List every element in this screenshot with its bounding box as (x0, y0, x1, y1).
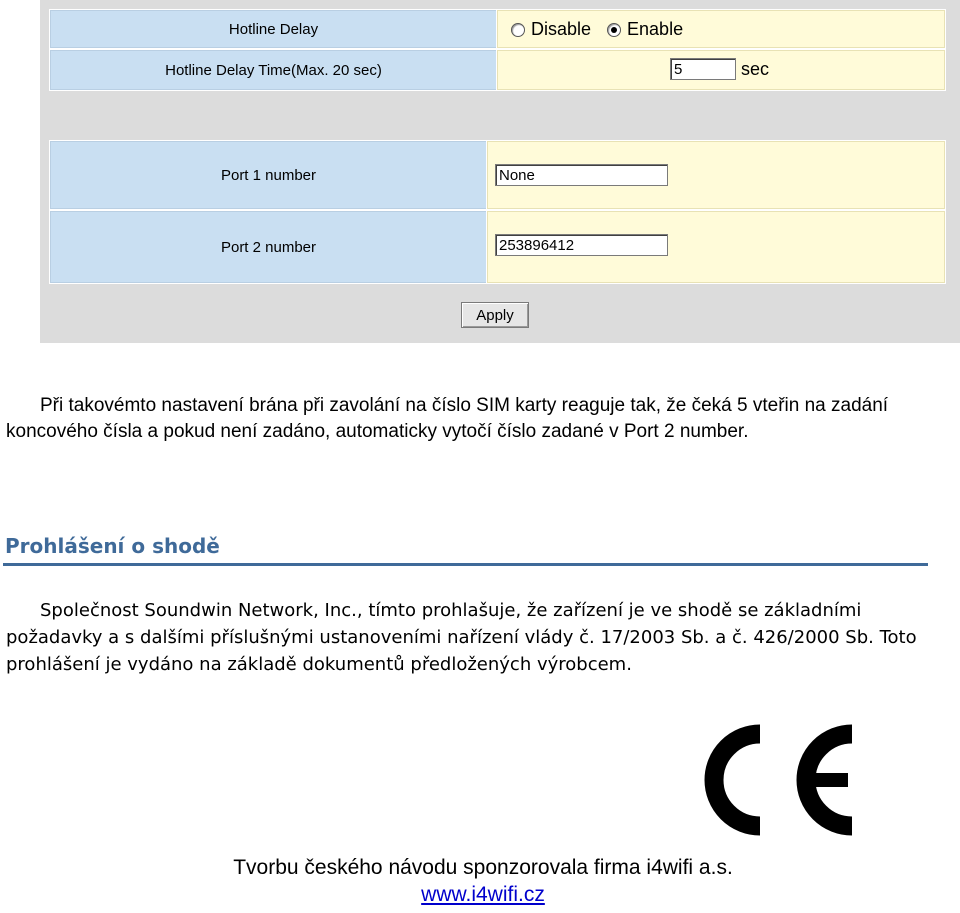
port2-number-input[interactable] (495, 234, 668, 256)
hotline-delay-value-cell (496, 9, 946, 49)
sponsor-text: Tvorbu českého návodu sponzorovala firma i4wifi a.s. (233, 856, 733, 879)
ce-mark-logo (700, 722, 860, 838)
port2-label: Port 2 number (49, 210, 488, 284)
sponsor-link[interactable]: www.i4wifi.cz (421, 883, 545, 906)
declaration-paragraph: Společnost Soundwin Network, Inc., tímto prohlašuje, že zařízení je ve shodě se základními požadavky a s dalšími příslušnými ustanoveními nařízení vlády č. 17/2003 Sb. a č. 426/2000 Sb. Toto prohlášení je vydáno na základě dokumentů předložených výrobcem. (6, 600, 917, 675)
port1-value-cell (486, 140, 946, 210)
declaration-heading: Prohlášení o shodě (5, 534, 220, 558)
hotline-delay-radio-group (511, 19, 683, 40)
heading-divider (3, 563, 928, 566)
settings-screenshot (40, 0, 960, 343)
port1-number-input[interactable] (495, 164, 668, 186)
apply-button[interactable]: Apply (461, 302, 529, 328)
sponsor-link-wrapper (0, 883, 960, 907)
port2-value-cell (486, 210, 946, 284)
enable-radio[interactable] (607, 23, 621, 37)
description-paragraph: Při takovémto nastavení brána při zavolání na číslo SIM karty reaguje tak, že čeká 5 vteřin na zadání koncového čísla a pokud není zadáno, automaticky vytočí číslo zadané v Port 2 number. (6, 395, 889, 442)
enable-radio-label: Enable (627, 19, 684, 39)
port1-label: Port 1 number (49, 140, 488, 210)
hotline-delay-label: Hotline Delay (49, 9, 498, 49)
seconds-unit: sec (741, 59, 770, 79)
hotline-delay-time-input[interactable] (670, 58, 736, 80)
disable-radio-label: Disable (531, 19, 592, 39)
hotline-delay-time-label: Hotline Delay Time(Max. 20 sec) (49, 49, 498, 91)
disable-radio[interactable] (511, 23, 525, 37)
hotline-delay-time-value-cell (496, 49, 946, 91)
